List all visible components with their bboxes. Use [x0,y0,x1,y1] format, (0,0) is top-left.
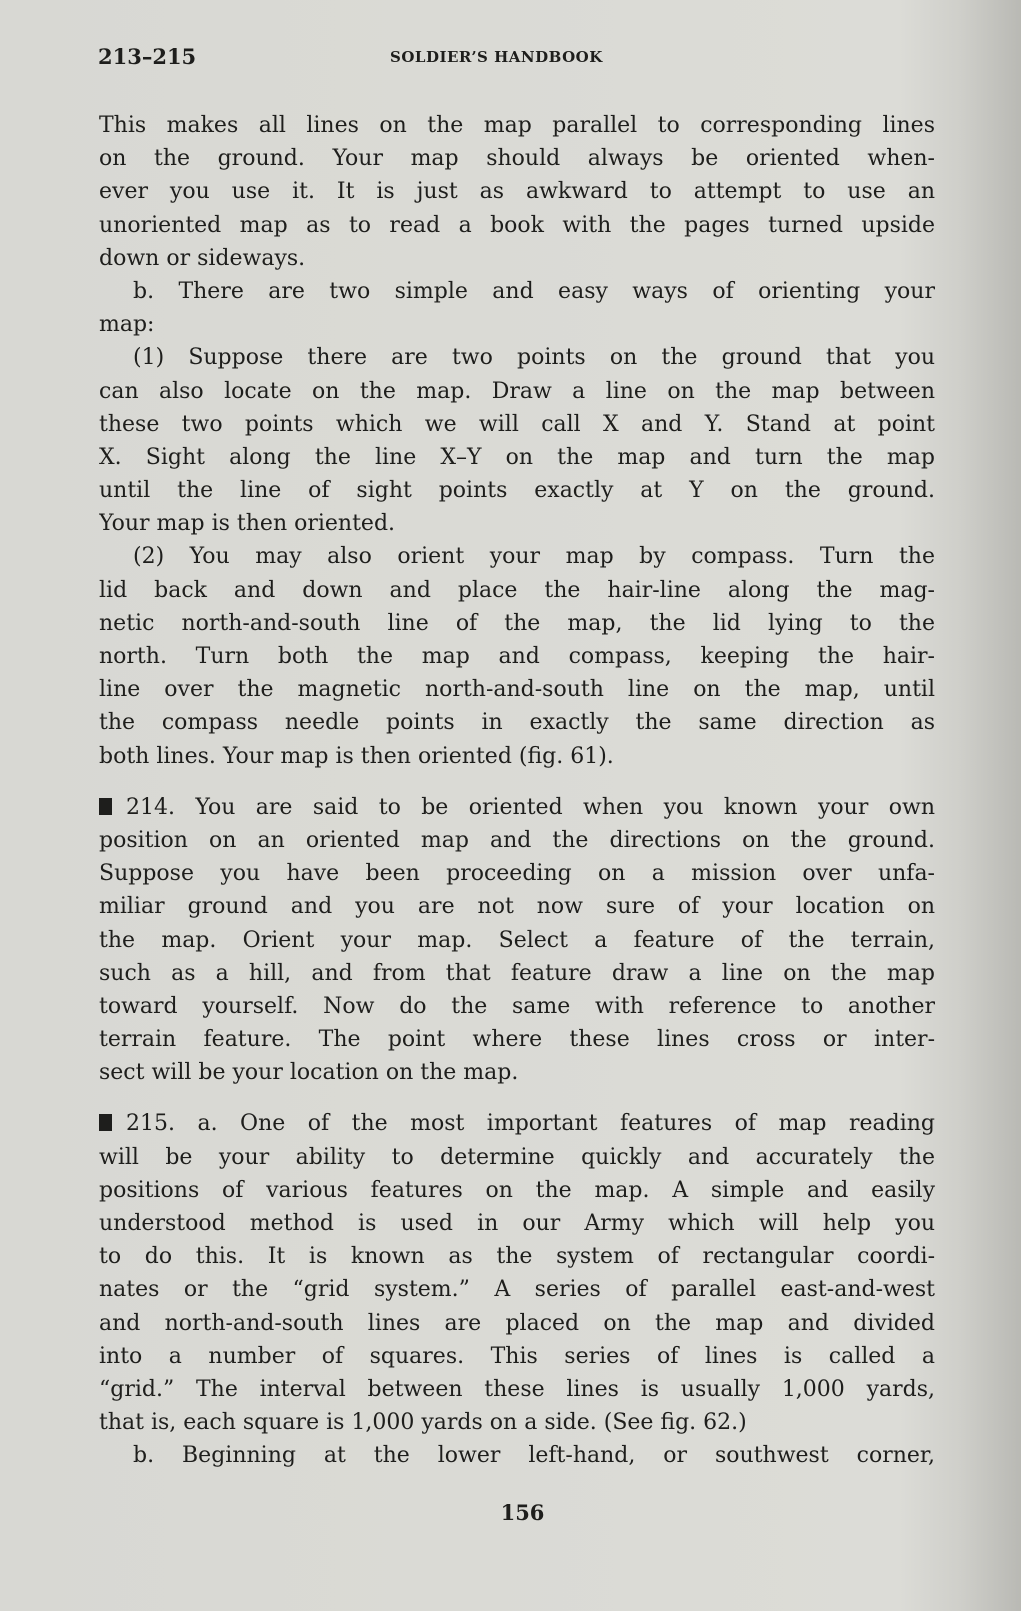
text-line-content: lid back and down and place the hair-line along the mag- [99,577,935,603]
text-line [99,640,935,673]
text-line-content: “grid.” The interval between these lines is usually 1,000 yards, [99,1376,935,1402]
text-line-content: sect will be your location on the map. [99,1060,519,1086]
text-line [99,209,935,242]
text-line-content: into a number of squares. This series of lines is called a [99,1343,935,1369]
text-line [99,824,935,857]
text-line-content: netic north-and-south line of the map, the lid lying to the [99,610,935,636]
text-line [99,1056,935,1089]
section-marker-icon [99,1114,112,1131]
text-line-content: on the ground. Your map should always be oriented when- [99,146,935,172]
text-line-content: will be your ability to determine quickly and accurately the [99,1144,935,1170]
text-line [99,175,935,208]
text-line [99,1373,935,1406]
text-line [99,1406,935,1439]
text-line-content: b. Beginning at the lower left-hand, or southwest corner, [133,1443,935,1469]
section-marker-icon [99,798,112,815]
text-line [99,957,935,990]
text-line [99,441,935,474]
text-line [99,1273,935,1306]
text-line [99,990,935,1023]
text-line-content: nates or the “grid system.” A series of parallel east-and-west [99,1277,935,1303]
text-line-content: terrain feature. The point where these lines cross or inter- [99,1027,935,1053]
text-line-content: 214. You are said to be oriented when you known your own [126,794,935,820]
text-line [99,142,935,175]
text-line-content: line over the magnetic north-and-south line on the map, until [99,677,935,703]
text-line [99,574,935,607]
text-line [99,740,935,773]
text-line [99,275,935,308]
text-line [99,857,935,890]
text-line [99,109,935,142]
text-line [99,474,935,507]
text-line-content: ever you use it. It is just as awkward to attempt to use an [99,179,935,205]
text-line [99,1141,935,1174]
text-line [99,1174,935,1207]
text-line [99,408,935,441]
text-line [99,1340,935,1373]
text-line-content: such as a hill, and from that feature draw a line on the map [99,960,935,986]
text-line-content: toward yourself. Now do the same with reference to another [99,993,935,1019]
text-line [99,507,935,540]
text-line [99,706,935,739]
text-line-content: understood method is used in our Army which will help you [99,1211,935,1236]
text-line-content: position on an oriented map and the directions on the ground. [99,827,935,853]
section-range: 213–215 [98,44,197,69]
text-line-content: X. Sight along the line X–Y on the map and turn the map [99,444,935,470]
text-line-content: these two points which we will call X and Y. Stand at point [99,411,935,437]
text-line-content: map: [99,312,155,338]
paragraph-gap [99,773,935,791]
text-line-content: miliar ground and you are not now sure of your location on [99,894,935,920]
text-line-content: the compass needle points in exactly the same direction as [99,710,935,736]
text-line [99,890,935,923]
text-line-content: b. There are two simple and easy ways of orienting your [133,278,935,304]
text-line [99,1307,935,1340]
text-line [99,308,935,341]
text-line [99,791,935,824]
text-line-content: can also locate on the map. Draw a line on the map between [99,378,935,404]
body-text [99,109,935,1473]
text-line-content: until the line of sight points exactly at Y on the ground. [99,478,935,504]
text-line [99,1207,935,1240]
running-header [98,44,948,76]
paragraph-gap [99,1089,935,1107]
text-line-content: Suppose you have been proceeding on a mission over unfa- [99,861,935,887]
text-line [99,924,935,957]
text-line-content: down or sideways. [99,245,306,271]
text-line [99,375,935,408]
text-line-content: positions of various features on the map. A simple and easily [99,1177,935,1203]
text-line-content: that is, each square is 1,000 yards on a side. (See fig. 62.) [99,1410,747,1436]
text-line [99,1240,935,1273]
text-line [99,242,935,275]
text-line [99,607,935,640]
text-line-content: the map. Orient your map. Select a feature of the terrain, [99,927,935,953]
text-line-content: and north-and-south lines are placed on the map and divided [99,1310,935,1336]
text-line [99,540,935,573]
text-line-content: (2) You may also orient your map by compass. Turn the [133,544,935,570]
text-line-content: This makes all lines on the map parallel to corresponding lines [99,113,935,138]
text-line [99,1107,935,1140]
running-title: SOLDIER’S HANDBOOK [390,48,603,66]
text-line-content: Your map is then oriented. [99,511,396,537]
text-line-content: 215. a. One of the most important features of map reading [126,1111,935,1137]
text-line [99,1023,935,1056]
page-number: 156 [500,1500,545,1525]
text-line-content: north. Turn both the map and compass, keeping the hair- [99,644,935,669]
text-line [99,341,935,374]
text-line-content: (1) Suppose there are two points on the ground that you [133,345,935,371]
text-line-content: unoriented map as to read a book with the pages turned upside [99,212,935,238]
text-line-content: both lines. Your map is then oriented (fig. 61). [99,743,614,769]
text-line-content: to do this. It is known as the system of rectangular coordi- [99,1244,935,1270]
text-line [99,1439,935,1472]
text-line [99,673,935,706]
